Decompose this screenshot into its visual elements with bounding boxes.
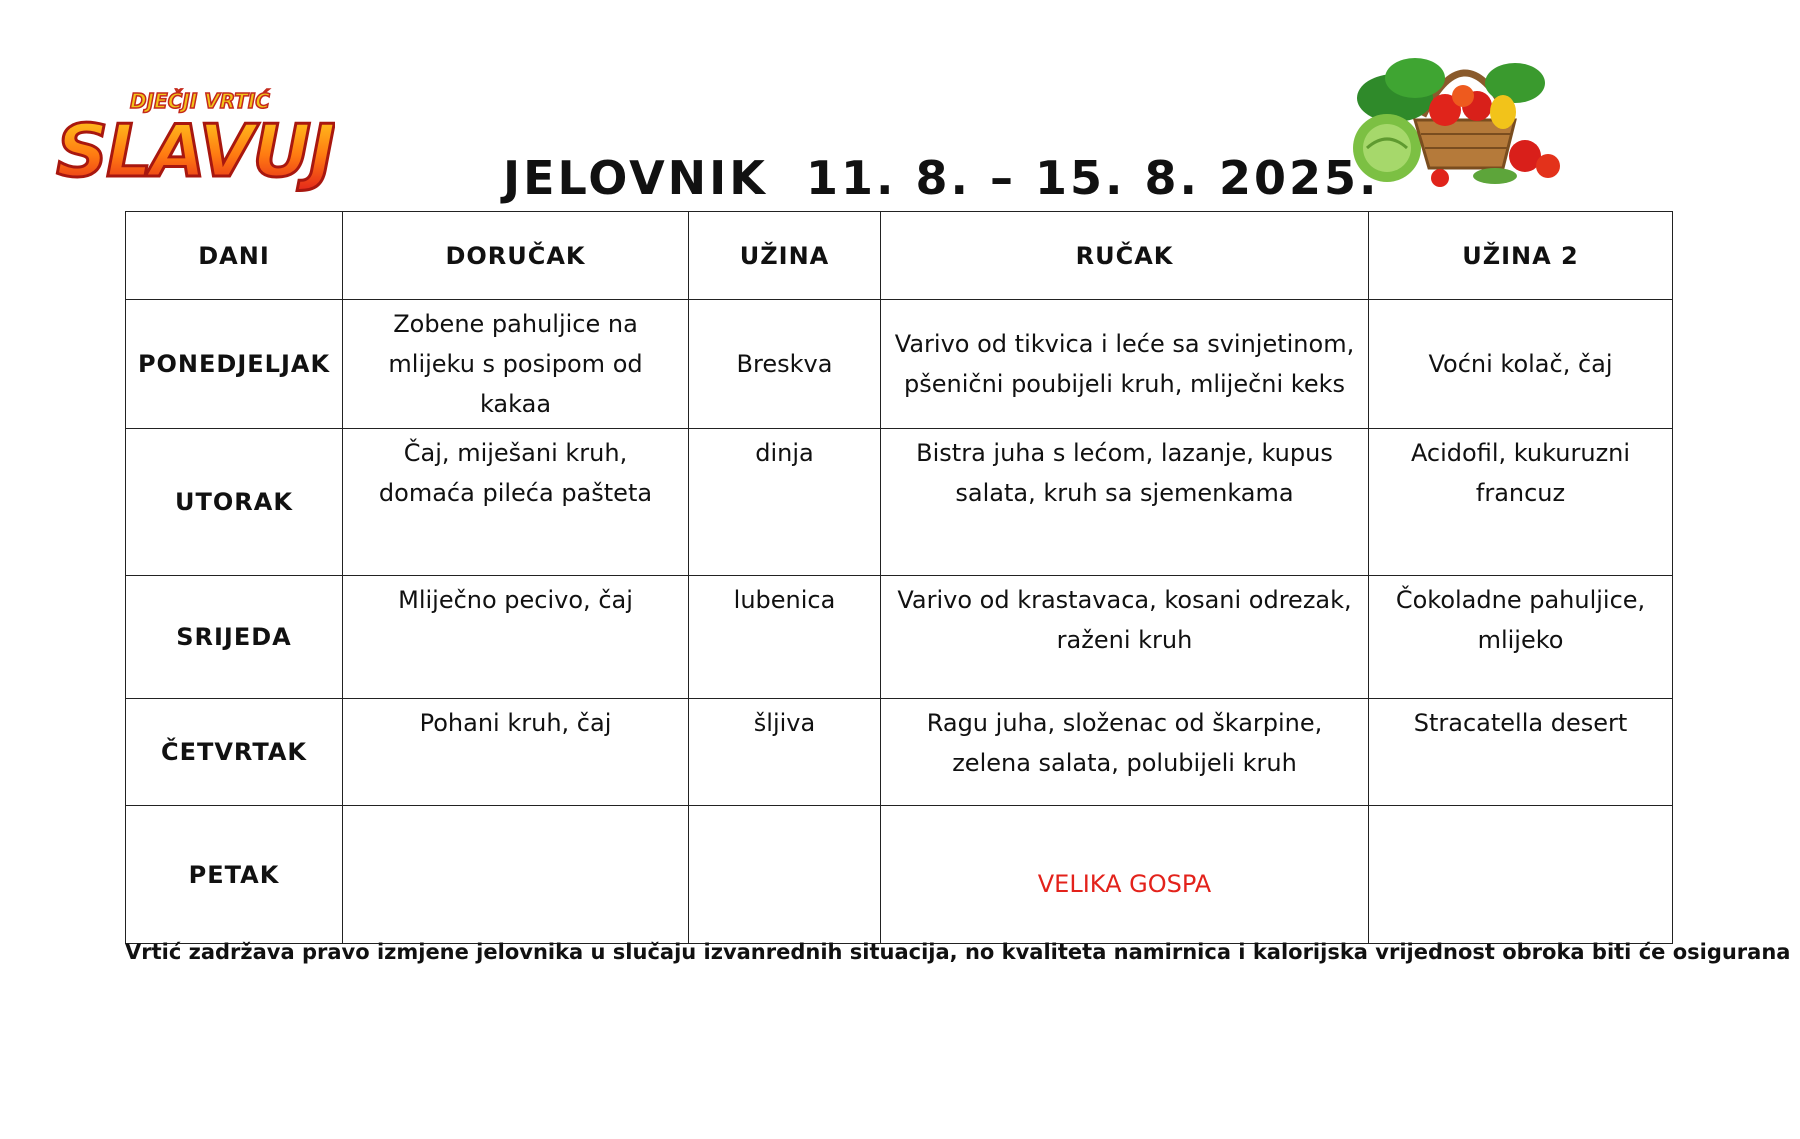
table-row — [126, 806, 1673, 944]
table-row — [126, 429, 1673, 576]
logo-name: SLAVUJ — [56, 109, 334, 193]
uzina2-cell: Stracatella desert — [1369, 699, 1673, 806]
table-header-row — [126, 212, 1673, 300]
uzina-cell: dinja — [689, 429, 881, 576]
dorucak-cell: Mliječno pecivo, čaj — [343, 576, 689, 699]
table-row — [126, 300, 1673, 429]
day-cell: PETAK — [126, 806, 343, 944]
uzina2-cell — [1369, 806, 1673, 944]
day-cell: PONEDJELJAK — [126, 300, 343, 429]
day-cell: ČETVRTAK — [126, 699, 343, 806]
footer-note: Vrtić zadržava pravo izmjene jelovnika u slučaju izvanrednih situacija, no kvaliteta namirnica i kalorijska vrijednost obroka biti će osigurana — [125, 940, 1791, 964]
uzina-cell: lubenica — [689, 576, 881, 699]
table-row — [126, 699, 1673, 806]
header-uzina-2: UŽINA 2 — [1369, 212, 1673, 300]
header-uzina: UŽINA — [689, 212, 881, 300]
rucak-cell: Varivo od tikvica i leće sa svinjetinom, pšenični poubijeli kruh, mliječni keks — [881, 300, 1369, 429]
uzina-cell — [689, 806, 881, 944]
header-dorucak: DORUČAK — [343, 212, 689, 300]
dorucak-cell: Zobene pahuljice na mlijeku s posipom od kakaa — [343, 300, 689, 429]
rucak-cell: Bistra juha s lećom, lazanje, kupus salata, kruh sa sjemenkama — [881, 429, 1369, 576]
rucak-cell: Ragu juha, složenac od škarpine, zelena salata, polubijeli kruh — [881, 699, 1369, 806]
day-cell: UTORAK — [126, 429, 343, 576]
header-dani: DANI — [126, 212, 343, 300]
holiday-cell: VELIKA GOSPA — [881, 806, 1369, 944]
page-title: JELOVNIK 11. 8. – 15. 8. 2025. — [503, 151, 1380, 205]
menu-table — [125, 211, 1673, 944]
dorucak-cell — [343, 806, 689, 944]
uzina2-cell: Voćni kolač, čaj — [1369, 300, 1673, 429]
header-rucak: RUČAK — [881, 212, 1369, 300]
logo-subtitle: DJEČJI VRTIĆ — [130, 89, 270, 113]
table-row — [126, 576, 1673, 699]
uzina2-cell: Acidofil, kukuruzni francuz — [1369, 429, 1673, 576]
uzina-cell: šljiva — [689, 699, 881, 806]
dorucak-cell: Čaj, miješani kruh, domaća pileća pašteta — [343, 429, 689, 576]
uzina2-cell: Čokoladne pahuljice, mlijeko — [1369, 576, 1673, 699]
uzina-cell: Breskva — [689, 300, 881, 429]
slavuj-logo — [50, 88, 335, 198]
dorucak-cell: Pohani kruh, čaj — [343, 699, 689, 806]
day-cell: SRIJEDA — [126, 576, 343, 699]
rucak-cell: Varivo od krastavaca, kosani odrezak, raženi kruh — [881, 576, 1369, 699]
